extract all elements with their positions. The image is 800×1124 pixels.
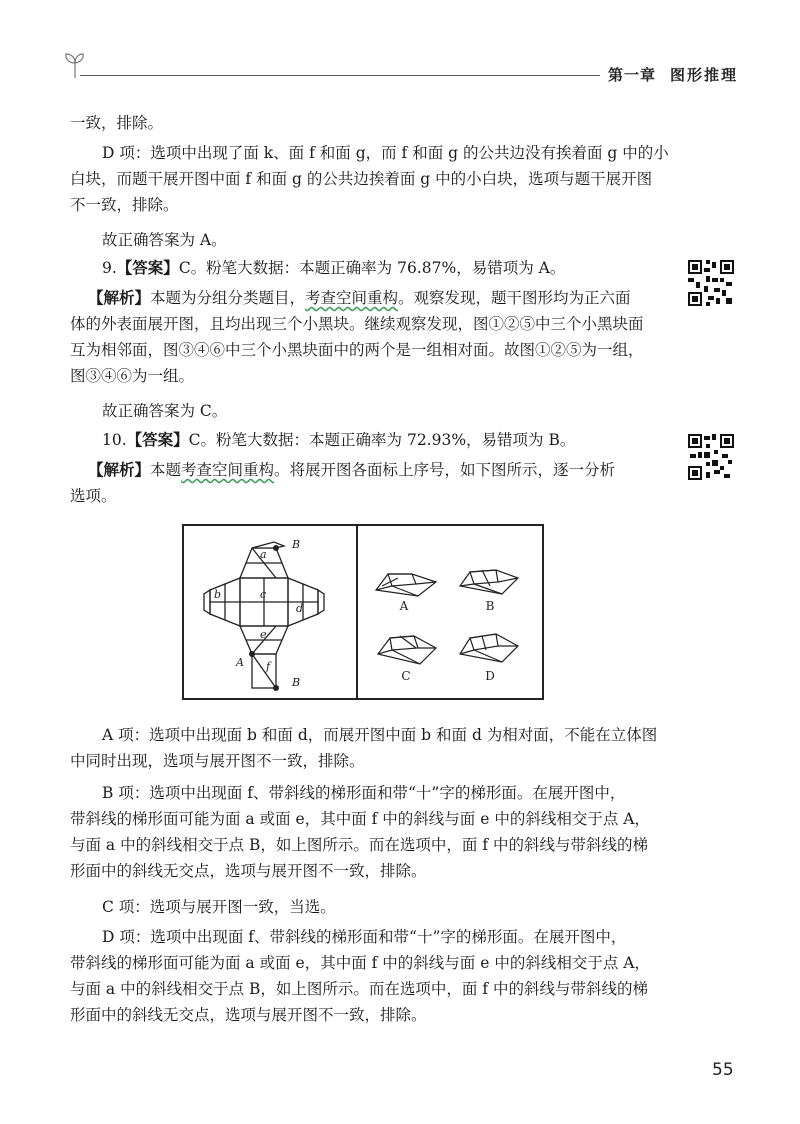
answer-line-9: [70, 255, 670, 281]
chapter-title: 图形推理: [670, 66, 739, 84]
analysis-10: [70, 457, 670, 509]
option-label-c: C: [401, 669, 411, 683]
qr-code-icon[interactable]: [686, 258, 736, 308]
option-b-analysis: [70, 780, 670, 884]
cube-net-diagram: [184, 526, 356, 698]
option-b-solid: [460, 570, 518, 594]
answer-text: C。粉笔大数据：本题正确率为 76.87%，易错项为 A。: [178, 259, 566, 277]
chapter-label: 第一章: [608, 66, 657, 84]
answer-line-10: [70, 427, 670, 453]
analysis-9: [70, 285, 670, 389]
page-number: 55: [712, 1060, 734, 1080]
solid-options-diagram: [358, 526, 542, 698]
text-line: B 项：选项中出现面 f、带斜线的梯形面和带“十”字的梯形面。在展开图中，: [102, 784, 626, 802]
text-line: 与面 a 中的斜线相交于点 B，如上图所示。而在选项中，面 f 中的斜线与带斜线的梯: [70, 836, 649, 854]
text-line: 故正确答案为 C。: [102, 402, 228, 420]
option-a-solid: [376, 574, 436, 596]
option-d-analysis: [70, 924, 670, 1028]
label-d: d: [296, 602, 304, 615]
question-number: 10.: [102, 431, 127, 449]
option-a-analysis: [70, 722, 670, 774]
label-e: e: [260, 628, 267, 641]
text-line: 故正确答案为 A。: [102, 231, 227, 249]
paragraph: [70, 227, 670, 253]
paragraph: [70, 398, 670, 424]
text-line: 体的外表面展开图，且均出现三个小黑块。继续观察发现，图①②⑤中三个小黑块面: [70, 315, 644, 333]
option-label-b: B: [485, 599, 495, 613]
net-and-options-figure: [182, 524, 544, 700]
label-point-B-top: B: [292, 538, 301, 551]
analysis-tag: 【解析】: [88, 289, 151, 307]
answer-tag: 【答案】: [126, 431, 189, 449]
analysis-tag: 【解析】: [88, 461, 151, 479]
text-line: 选项。: [70, 487, 117, 505]
analysis-text: 本题为分组分类题目，: [150, 289, 306, 307]
paragraph: [70, 140, 670, 218]
paragraph: [70, 110, 670, 136]
text-line: 形面中的斜线无交点，选项与展开图不一致，排除。: [70, 862, 427, 880]
text-line: 中同时出现，选项与展开图不一致，排除。: [70, 752, 365, 770]
text-line: 不一致，排除。: [70, 196, 179, 214]
analysis-text: 本题: [150, 461, 182, 479]
analysis-text: 。将展开图各面标上序号，如下图所示，逐一分析: [274, 461, 616, 479]
label-c: c: [260, 588, 267, 601]
option-c-solid: [378, 636, 436, 664]
label-f: f: [266, 660, 271, 673]
option-c-analysis: [70, 894, 670, 920]
label-b: b: [214, 588, 222, 601]
text-line: D 项：选项中出现面 f、带斜线的梯形面和带“十”字的梯形面。在展开图中，: [102, 928, 627, 946]
text-line: 图③④⑥为一组。: [70, 367, 195, 385]
text-line: 一致，排除。: [70, 114, 164, 132]
text-line: C 项：选项与展开图一致，当选。: [102, 898, 336, 916]
text-line: 白块，而题干展开图中面 f 和面 g 的公共边挨着面 g 中的小白块，选项与题干展开图: [70, 170, 653, 188]
option-label-d: D: [485, 669, 495, 683]
question-number: 9.: [102, 259, 117, 277]
label-point-B-bottom: B: [292, 676, 301, 689]
point-B-top-marker: [273, 545, 279, 551]
key-point: 考查空间重构: [181, 461, 275, 479]
qr-code-icon[interactable]: [686, 432, 736, 482]
option-label-a: A: [399, 599, 409, 613]
text-line: 带斜线的梯形面可能为面 a 或面 e，其中面 f 中的斜线与面 e 中的斜线相交于点 A，: [70, 810, 650, 828]
text-line: 与面 a 中的斜线相交于点 B，如上图所示。而在选项中，面 f 中的斜线与带斜线的梯: [70, 980, 649, 998]
point-A-marker: [249, 651, 255, 657]
text-line: A 项：选项中出现面 b 和面 d，而展开图中面 b 和面 d 为相对面，不能在立体图: [102, 726, 658, 744]
page-header: [0, 40, 800, 90]
label-a: a: [260, 548, 267, 561]
text-line: D 项：选项中出现了面 k、面 f 和面 g，而 f 和面 g 的公共边没有挨着面 g 中的小: [102, 144, 669, 162]
point-B-marker: [273, 685, 279, 691]
answer-text: C。粉笔大数据：本题正确率为 72.93%，易错项为 B。: [188, 431, 576, 449]
key-point: 考查空间重构: [305, 289, 399, 307]
option-d-solid: [460, 634, 518, 662]
header-rule: [80, 75, 600, 76]
text-line: 带斜线的梯形面可能为面 a 或面 e，其中面 f 中的斜线与面 e 中的斜线相交于点 A，: [70, 954, 650, 972]
text-line: 形面中的斜线无交点，选项与展开图不一致，排除。: [70, 1006, 427, 1024]
answer-tag: 【答案】: [116, 259, 179, 277]
analysis-text: 。观察发现，题干图形均为正六面: [398, 289, 631, 307]
label-point-A: A: [236, 656, 244, 669]
text-line: 互为相邻面，图③④⑥中三个小黑块面中的两个是一组相对面。故图①②⑤为一组，: [70, 341, 644, 359]
